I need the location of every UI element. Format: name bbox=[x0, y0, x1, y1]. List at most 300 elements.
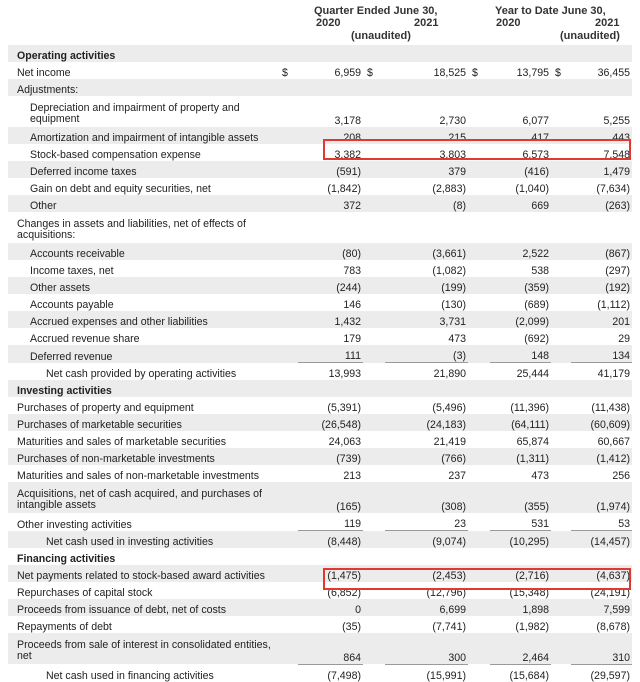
currency-symbol bbox=[551, 45, 571, 62]
row-label: Income taxes, net bbox=[30, 265, 114, 277]
currency-symbol bbox=[468, 633, 490, 664]
table-row-amortization-and-impairment-of-intangible-assets bbox=[8, 127, 632, 144]
value-ytd-2020: (689) bbox=[524, 299, 549, 311]
value-ytd-2020: 65,874 bbox=[516, 436, 549, 448]
value-q2-2020: 213 bbox=[343, 470, 361, 482]
value-q2-2020: 13,993 bbox=[298, 363, 363, 381]
value-ytd-2021: 5,255 bbox=[603, 115, 630, 127]
currency-symbol bbox=[551, 363, 571, 381]
currency-symbol bbox=[363, 448, 385, 465]
currency-symbol bbox=[468, 482, 490, 513]
quarter-header-title: Quarter Ended June 30, bbox=[314, 5, 438, 17]
table-row-acquisitions-net-of-cash-acquired-and-purchases-of-intangible-assets bbox=[8, 482, 632, 513]
table-row-purchases-of-property-and-equipment bbox=[8, 397, 632, 414]
value-ytd-2020 bbox=[490, 212, 551, 243]
currency-symbol bbox=[363, 195, 385, 212]
currency-symbol bbox=[278, 548, 298, 565]
section-row-operating-activities bbox=[8, 45, 632, 62]
value-ytd-2021: (29,597) bbox=[571, 664, 632, 682]
currency-symbol bbox=[551, 243, 571, 260]
value-ytd-2020: (355) bbox=[490, 482, 551, 513]
value-ytd-2021: (14,457) bbox=[571, 531, 632, 549]
currency-symbol bbox=[551, 582, 571, 599]
value-ytd-2020: 2,464 bbox=[490, 633, 551, 664]
currency-symbol bbox=[278, 513, 298, 531]
row-label: Accounts payable bbox=[30, 299, 114, 311]
value-ytd-2020: 538 bbox=[531, 265, 549, 277]
row-label: Stock-based compensation expense bbox=[30, 149, 201, 161]
value-ytd-2020: 13,795 bbox=[516, 67, 549, 79]
currency-symbol bbox=[278, 328, 298, 345]
currency-symbol bbox=[363, 277, 385, 294]
row-label: Financing activities bbox=[17, 553, 116, 565]
currency-symbol bbox=[278, 212, 298, 243]
value-q2-2021: 3,731 bbox=[385, 311, 468, 328]
value-q2-2021: (3,661) bbox=[385, 243, 468, 260]
currency-symbol bbox=[363, 328, 385, 345]
currency-symbol bbox=[468, 397, 490, 414]
value-ytd-2021: (1,974) bbox=[571, 482, 632, 513]
ytd-header-year-2020: 2020 bbox=[496, 17, 521, 29]
value-q2-2020: 783 bbox=[343, 265, 361, 277]
currency-symbol bbox=[551, 482, 571, 513]
currency-symbol bbox=[468, 79, 490, 96]
currency-symbol bbox=[278, 664, 298, 682]
value-q2-2021: (8) bbox=[385, 195, 468, 212]
table-row-adjustments bbox=[8, 79, 632, 96]
currency-symbol bbox=[363, 414, 385, 431]
value-q2-2020: (1,475) bbox=[298, 565, 363, 582]
currency-symbol bbox=[551, 431, 571, 448]
currency-symbol bbox=[363, 345, 385, 363]
cash-flow-table bbox=[8, 45, 632, 682]
table-row-net-cash-used-in-financing-activities bbox=[8, 664, 632, 682]
currency-symbol bbox=[551, 616, 571, 633]
value-q2-2021: (12,796) bbox=[426, 587, 466, 599]
row-label: Purchases of property and equipment bbox=[17, 402, 194, 414]
row-label: Net cash provided by operating activities bbox=[46, 368, 237, 380]
currency-symbol bbox=[551, 260, 571, 277]
value-q2-2021: 23 bbox=[454, 518, 466, 530]
value-q2-2020: (7,498) bbox=[298, 664, 363, 682]
value-ytd-2020: 669 bbox=[490, 195, 551, 212]
value-ytd-2020: (2,099) bbox=[490, 311, 551, 328]
value-ytd-2021: (60,609) bbox=[571, 414, 632, 431]
table-row-repurchases-of-capital-stock bbox=[8, 582, 632, 599]
value-q2-2021: (1,082) bbox=[432, 265, 466, 277]
currency-symbol bbox=[468, 616, 490, 633]
value-q2-2021: (130) bbox=[441, 299, 466, 311]
currency-symbol bbox=[551, 531, 571, 549]
value-ytd-2021: 41,179 bbox=[571, 363, 632, 381]
value-ytd-2021 bbox=[571, 380, 632, 397]
currency-symbol bbox=[468, 465, 490, 482]
value-ytd-2020: 531 bbox=[531, 518, 549, 530]
currency-symbol bbox=[468, 599, 490, 616]
value-ytd-2021: 7,548 bbox=[603, 149, 630, 161]
value-q2-2021: (7,741) bbox=[432, 621, 466, 633]
currency-symbol bbox=[468, 195, 490, 212]
value-q2-2021: 473 bbox=[448, 333, 466, 345]
currency-symbol bbox=[363, 380, 385, 397]
value-ytd-2020: 473 bbox=[531, 470, 549, 482]
currency-symbol bbox=[468, 144, 490, 161]
table-row-depreciation-and-impairment-of-property-and-equipment bbox=[8, 96, 632, 127]
currency-symbol bbox=[363, 616, 385, 633]
ytd-header-title: Year to Date June 30, bbox=[495, 5, 606, 17]
table-row-other bbox=[8, 195, 632, 212]
currency-symbol bbox=[551, 565, 571, 582]
currency-symbol: $ bbox=[472, 67, 478, 79]
value-q2-2020: 3,178 bbox=[334, 115, 361, 127]
currency-symbol bbox=[278, 178, 298, 195]
currency-symbol bbox=[278, 79, 298, 96]
value-ytd-2021: (192) bbox=[571, 277, 632, 294]
currency-symbol bbox=[278, 195, 298, 212]
currency-symbol bbox=[363, 531, 385, 549]
table-row-net-income bbox=[8, 62, 632, 79]
value-q2-2021: 215 bbox=[385, 127, 468, 144]
currency-symbol bbox=[278, 633, 298, 664]
value-q2-2021: (308) bbox=[385, 482, 468, 513]
table-row-maturities-and-sales-of-non-marketable-investments bbox=[8, 465, 632, 482]
value-q2-2020: (26,548) bbox=[298, 414, 363, 431]
currency-symbol: $ bbox=[282, 67, 288, 79]
value-q2-2020: (591) bbox=[298, 161, 363, 178]
currency-symbol bbox=[363, 513, 385, 531]
table-row-accounts-receivable bbox=[8, 243, 632, 260]
currency-symbol bbox=[551, 127, 571, 144]
currency-symbol bbox=[363, 79, 385, 96]
value-q2-2020: 208 bbox=[298, 127, 363, 144]
value-ytd-2020 bbox=[490, 79, 551, 96]
currency-symbol bbox=[363, 397, 385, 414]
currency-symbol bbox=[551, 79, 571, 96]
value-ytd-2020: (359) bbox=[490, 277, 551, 294]
currency-symbol bbox=[278, 380, 298, 397]
value-q2-2021: 3,803 bbox=[439, 149, 466, 161]
row-label: Net income bbox=[17, 67, 71, 79]
currency-symbol bbox=[363, 311, 385, 328]
ytd-header-note: (unaudited) bbox=[560, 30, 620, 42]
row-label: Deferred revenue bbox=[8, 345, 278, 363]
row-label: Other bbox=[8, 195, 278, 212]
value-q2-2020: 24,063 bbox=[328, 436, 361, 448]
row-label: Repurchases of capital stock bbox=[17, 587, 153, 599]
currency-symbol bbox=[278, 482, 298, 513]
value-ytd-2020 bbox=[490, 45, 551, 62]
value-ytd-2020: (1,982) bbox=[515, 621, 549, 633]
currency-symbol bbox=[363, 465, 385, 482]
currency-symbol bbox=[468, 161, 490, 178]
currency-symbol bbox=[468, 664, 490, 682]
row-label: Purchases of marketable securities bbox=[8, 414, 278, 431]
row-label: Proceeds from issuance of debt, net of costs bbox=[8, 599, 278, 616]
value-q2-2021: (199) bbox=[385, 277, 468, 294]
value-ytd-2020: (10,295) bbox=[490, 531, 551, 549]
currency-symbol bbox=[468, 178, 490, 195]
section-row-financing-activities bbox=[8, 548, 632, 565]
value-q2-2021: (2,883) bbox=[432, 183, 466, 195]
value-q2-2021: 2,730 bbox=[439, 115, 466, 127]
currency-symbol bbox=[363, 96, 385, 127]
currency-symbol bbox=[551, 397, 571, 414]
value-q2-2021: 300 bbox=[385, 633, 468, 664]
currency-symbol bbox=[551, 328, 571, 345]
currency-symbol bbox=[278, 127, 298, 144]
value-ytd-2021: (11,438) bbox=[591, 402, 630, 414]
table-row-purchases-of-marketable-securities bbox=[8, 414, 632, 431]
value-ytd-2020: (1,040) bbox=[515, 183, 549, 195]
row-label: Gain on debt and equity securities, net bbox=[30, 183, 211, 195]
currency-symbol bbox=[551, 178, 571, 195]
value-q2-2020: (6,852) bbox=[327, 587, 361, 599]
currency-symbol bbox=[363, 633, 385, 664]
quarter-header-year-2021: 2021 bbox=[414, 17, 439, 29]
currency-symbol bbox=[468, 345, 490, 363]
value-q2-2020: (8,448) bbox=[298, 531, 363, 549]
currency-symbol bbox=[278, 311, 298, 328]
currency-symbol bbox=[551, 448, 571, 465]
currency-symbol bbox=[278, 531, 298, 549]
currency-symbol: $ bbox=[367, 67, 373, 79]
currency-symbol bbox=[278, 144, 298, 161]
value-q2-2020 bbox=[298, 380, 363, 397]
value-ytd-2020: (692) bbox=[524, 333, 549, 345]
value-q2-2021: (15,991) bbox=[385, 664, 468, 682]
currency-symbol bbox=[551, 96, 571, 127]
value-ytd-2021 bbox=[571, 79, 632, 96]
value-q2-2020 bbox=[298, 548, 363, 565]
currency-symbol bbox=[468, 531, 490, 549]
currency-symbol bbox=[551, 311, 571, 328]
row-label: Other assets bbox=[8, 277, 278, 294]
table-row-deferred-revenue bbox=[8, 345, 632, 363]
currency-symbol bbox=[363, 243, 385, 260]
table-row-proceeds-from-sale-of-interest-in-consolidated-entities-net bbox=[8, 633, 632, 664]
currency-symbol bbox=[363, 161, 385, 178]
currency-symbol bbox=[363, 127, 385, 144]
currency-symbol bbox=[363, 599, 385, 616]
value-ytd-2021: (297) bbox=[605, 265, 630, 277]
row-label: Deferred income taxes bbox=[8, 161, 278, 178]
currency-symbol bbox=[468, 363, 490, 381]
value-q2-2021 bbox=[385, 79, 468, 96]
value-ytd-2020: 1,898 bbox=[490, 599, 551, 616]
value-q2-2020 bbox=[298, 79, 363, 96]
ytd-header-year-2021: 2021 bbox=[595, 17, 620, 29]
currency-symbol bbox=[468, 212, 490, 243]
value-ytd-2021: (7,634) bbox=[596, 183, 630, 195]
currency-symbol bbox=[278, 582, 298, 599]
value-ytd-2020 bbox=[490, 548, 551, 565]
table-row-net-payments-related-to-stock-based-award-activities bbox=[8, 565, 632, 582]
currency-symbol bbox=[551, 380, 571, 397]
value-ytd-2021: (1,412) bbox=[571, 448, 632, 465]
currency-symbol bbox=[363, 212, 385, 243]
value-ytd-2020: 148 bbox=[490, 345, 551, 363]
value-q2-2021: 379 bbox=[385, 161, 468, 178]
currency-symbol bbox=[468, 243, 490, 260]
currency-symbol bbox=[363, 363, 385, 381]
currency-symbol bbox=[468, 448, 490, 465]
value-q2-2021: 21,419 bbox=[433, 436, 466, 448]
currency-symbol bbox=[551, 465, 571, 482]
value-q2-2020: (244) bbox=[298, 277, 363, 294]
table-row-proceeds-from-issuance-of-debt-net-of-costs bbox=[8, 599, 632, 616]
row-label: Net cash used in investing activities bbox=[8, 531, 278, 549]
currency-symbol bbox=[363, 582, 385, 599]
currency-symbol bbox=[468, 548, 490, 565]
currency-symbol bbox=[468, 431, 490, 448]
currency-symbol bbox=[278, 294, 298, 311]
currency-symbol bbox=[363, 664, 385, 682]
currency-symbol bbox=[551, 294, 571, 311]
value-ytd-2021: 310 bbox=[571, 633, 632, 664]
value-q2-2020: 372 bbox=[298, 195, 363, 212]
value-q2-2020: 864 bbox=[298, 633, 363, 664]
row-label: Proceeds from sale of interest in consolidated entities, net bbox=[8, 633, 278, 664]
currency-symbol bbox=[551, 195, 571, 212]
table-row-stock-based-compensation-expense bbox=[8, 144, 632, 161]
currency-symbol bbox=[551, 161, 571, 178]
value-ytd-2020: (2,716) bbox=[490, 565, 551, 582]
value-ytd-2020: 417 bbox=[490, 127, 551, 144]
value-q2-2020: (1,842) bbox=[327, 183, 361, 195]
value-ytd-2021: 36,455 bbox=[597, 67, 630, 79]
currency-symbol bbox=[278, 448, 298, 465]
value-ytd-2021: (24,191) bbox=[590, 587, 630, 599]
value-ytd-2020: 2,522 bbox=[490, 243, 551, 260]
currency-symbol bbox=[468, 96, 490, 127]
value-ytd-2020: (416) bbox=[490, 161, 551, 178]
value-q2-2020: 1,432 bbox=[298, 311, 363, 328]
currency-symbol bbox=[551, 212, 571, 243]
currency-symbol bbox=[468, 277, 490, 294]
value-q2-2021: (2,453) bbox=[385, 565, 468, 582]
value-ytd-2021: (1,112) bbox=[597, 299, 630, 311]
table-row-gain-on-debt-and-equity-securities-net bbox=[8, 178, 632, 195]
row-label: Accounts receivable bbox=[8, 243, 278, 260]
currency-symbol bbox=[278, 260, 298, 277]
currency-symbol bbox=[551, 144, 571, 161]
currency-symbol bbox=[278, 414, 298, 431]
value-ytd-2020: 25,444 bbox=[490, 363, 551, 381]
table-row-deferred-income-taxes bbox=[8, 161, 632, 178]
value-q2-2021 bbox=[385, 45, 468, 62]
currency-symbol bbox=[278, 465, 298, 482]
value-q2-2020: 111 bbox=[298, 345, 363, 363]
cash-flow-rows bbox=[8, 45, 632, 682]
currency-symbol bbox=[468, 380, 490, 397]
table-row-accrued-revenue-share bbox=[8, 328, 632, 345]
value-ytd-2021: 134 bbox=[571, 345, 632, 363]
value-ytd-2021: 443 bbox=[571, 127, 632, 144]
value-q2-2021: (24,183) bbox=[385, 414, 468, 431]
value-ytd-2020: (64,111) bbox=[490, 414, 551, 431]
currency-symbol bbox=[278, 431, 298, 448]
value-q2-2020: (165) bbox=[298, 482, 363, 513]
currency-symbol bbox=[468, 311, 490, 328]
currency-symbol bbox=[363, 548, 385, 565]
quarter-header-note: (unaudited) bbox=[351, 30, 411, 42]
currency-symbol: $ bbox=[555, 67, 561, 79]
value-ytd-2021: 201 bbox=[571, 311, 632, 328]
currency-symbol bbox=[468, 565, 490, 582]
currency-symbol bbox=[468, 582, 490, 599]
table-row-purchases-of-non-marketable-investments bbox=[8, 448, 632, 465]
value-q2-2020 bbox=[298, 45, 363, 62]
currency-symbol bbox=[468, 260, 490, 277]
row-label: Depreciation and impairment of property and equipment bbox=[30, 102, 240, 125]
table-row-income-taxes-net bbox=[8, 260, 632, 277]
currency-symbol bbox=[468, 294, 490, 311]
value-ytd-2021: 256 bbox=[612, 470, 630, 482]
value-q2-2020: 6,959 bbox=[334, 67, 361, 79]
currency-symbol bbox=[363, 294, 385, 311]
currency-symbol bbox=[278, 345, 298, 363]
value-q2-2021: (3) bbox=[385, 345, 468, 363]
currency-symbol bbox=[468, 127, 490, 144]
table-row-net-cash-provided-by-operating-activities bbox=[8, 363, 632, 381]
currency-symbol bbox=[551, 599, 571, 616]
value-q2-2021: 21,890 bbox=[385, 363, 468, 381]
row-label: Repayments of debt bbox=[17, 621, 112, 633]
value-ytd-2021 bbox=[571, 548, 632, 565]
row-label: Accrued expenses and other liabilities bbox=[8, 311, 278, 328]
currency-symbol bbox=[278, 363, 298, 381]
value-q2-2020: (80) bbox=[298, 243, 363, 260]
section-row-investing-activities bbox=[8, 380, 632, 397]
value-q2-2021 bbox=[385, 212, 468, 243]
currency-symbol bbox=[363, 260, 385, 277]
row-label: Net cash used in financing activities bbox=[46, 669, 214, 682]
value-q2-2021: (5,496) bbox=[432, 402, 466, 414]
row-label: Accrued revenue share bbox=[30, 333, 140, 345]
currency-symbol bbox=[363, 482, 385, 513]
currency-symbol bbox=[363, 178, 385, 195]
currency-symbol bbox=[278, 616, 298, 633]
table-row-repayments-of-debt bbox=[8, 616, 632, 633]
currency-symbol bbox=[468, 328, 490, 345]
currency-symbol bbox=[468, 414, 490, 431]
currency-symbol bbox=[278, 565, 298, 582]
row-label: Operating activities bbox=[8, 45, 278, 62]
value-ytd-2021: 53 bbox=[618, 518, 630, 530]
currency-symbol bbox=[363, 144, 385, 161]
value-q2-2020: 3,382 bbox=[334, 149, 361, 161]
row-label: Other investing activities bbox=[17, 518, 132, 531]
currency-symbol bbox=[468, 45, 490, 62]
currency-symbol bbox=[551, 513, 571, 531]
value-q2-2020: 179 bbox=[343, 333, 361, 345]
row-label: Maturities and sales of non-marketable investments bbox=[17, 470, 260, 482]
value-q2-2021: 6,699 bbox=[385, 599, 468, 616]
value-q2-2021 bbox=[385, 548, 468, 565]
table-row-changes-in-assets-and-liabilities-net-of-effects-of-acquisitions bbox=[8, 212, 632, 243]
value-q2-2021: (9,074) bbox=[385, 531, 468, 549]
value-ytd-2021: 7,599 bbox=[571, 599, 632, 616]
currency-symbol bbox=[363, 431, 385, 448]
currency-symbol bbox=[363, 45, 385, 62]
row-label: Net payments related to stock-based award activities bbox=[8, 565, 278, 582]
value-ytd-2020: 6,573 bbox=[522, 149, 549, 161]
currency-symbol bbox=[278, 599, 298, 616]
row-label: Changes in assets and liabilities, net of effects of acquisitions: bbox=[17, 218, 246, 241]
currency-symbol bbox=[278, 45, 298, 62]
value-q2-2021 bbox=[385, 380, 468, 397]
currency-symbol bbox=[278, 96, 298, 127]
